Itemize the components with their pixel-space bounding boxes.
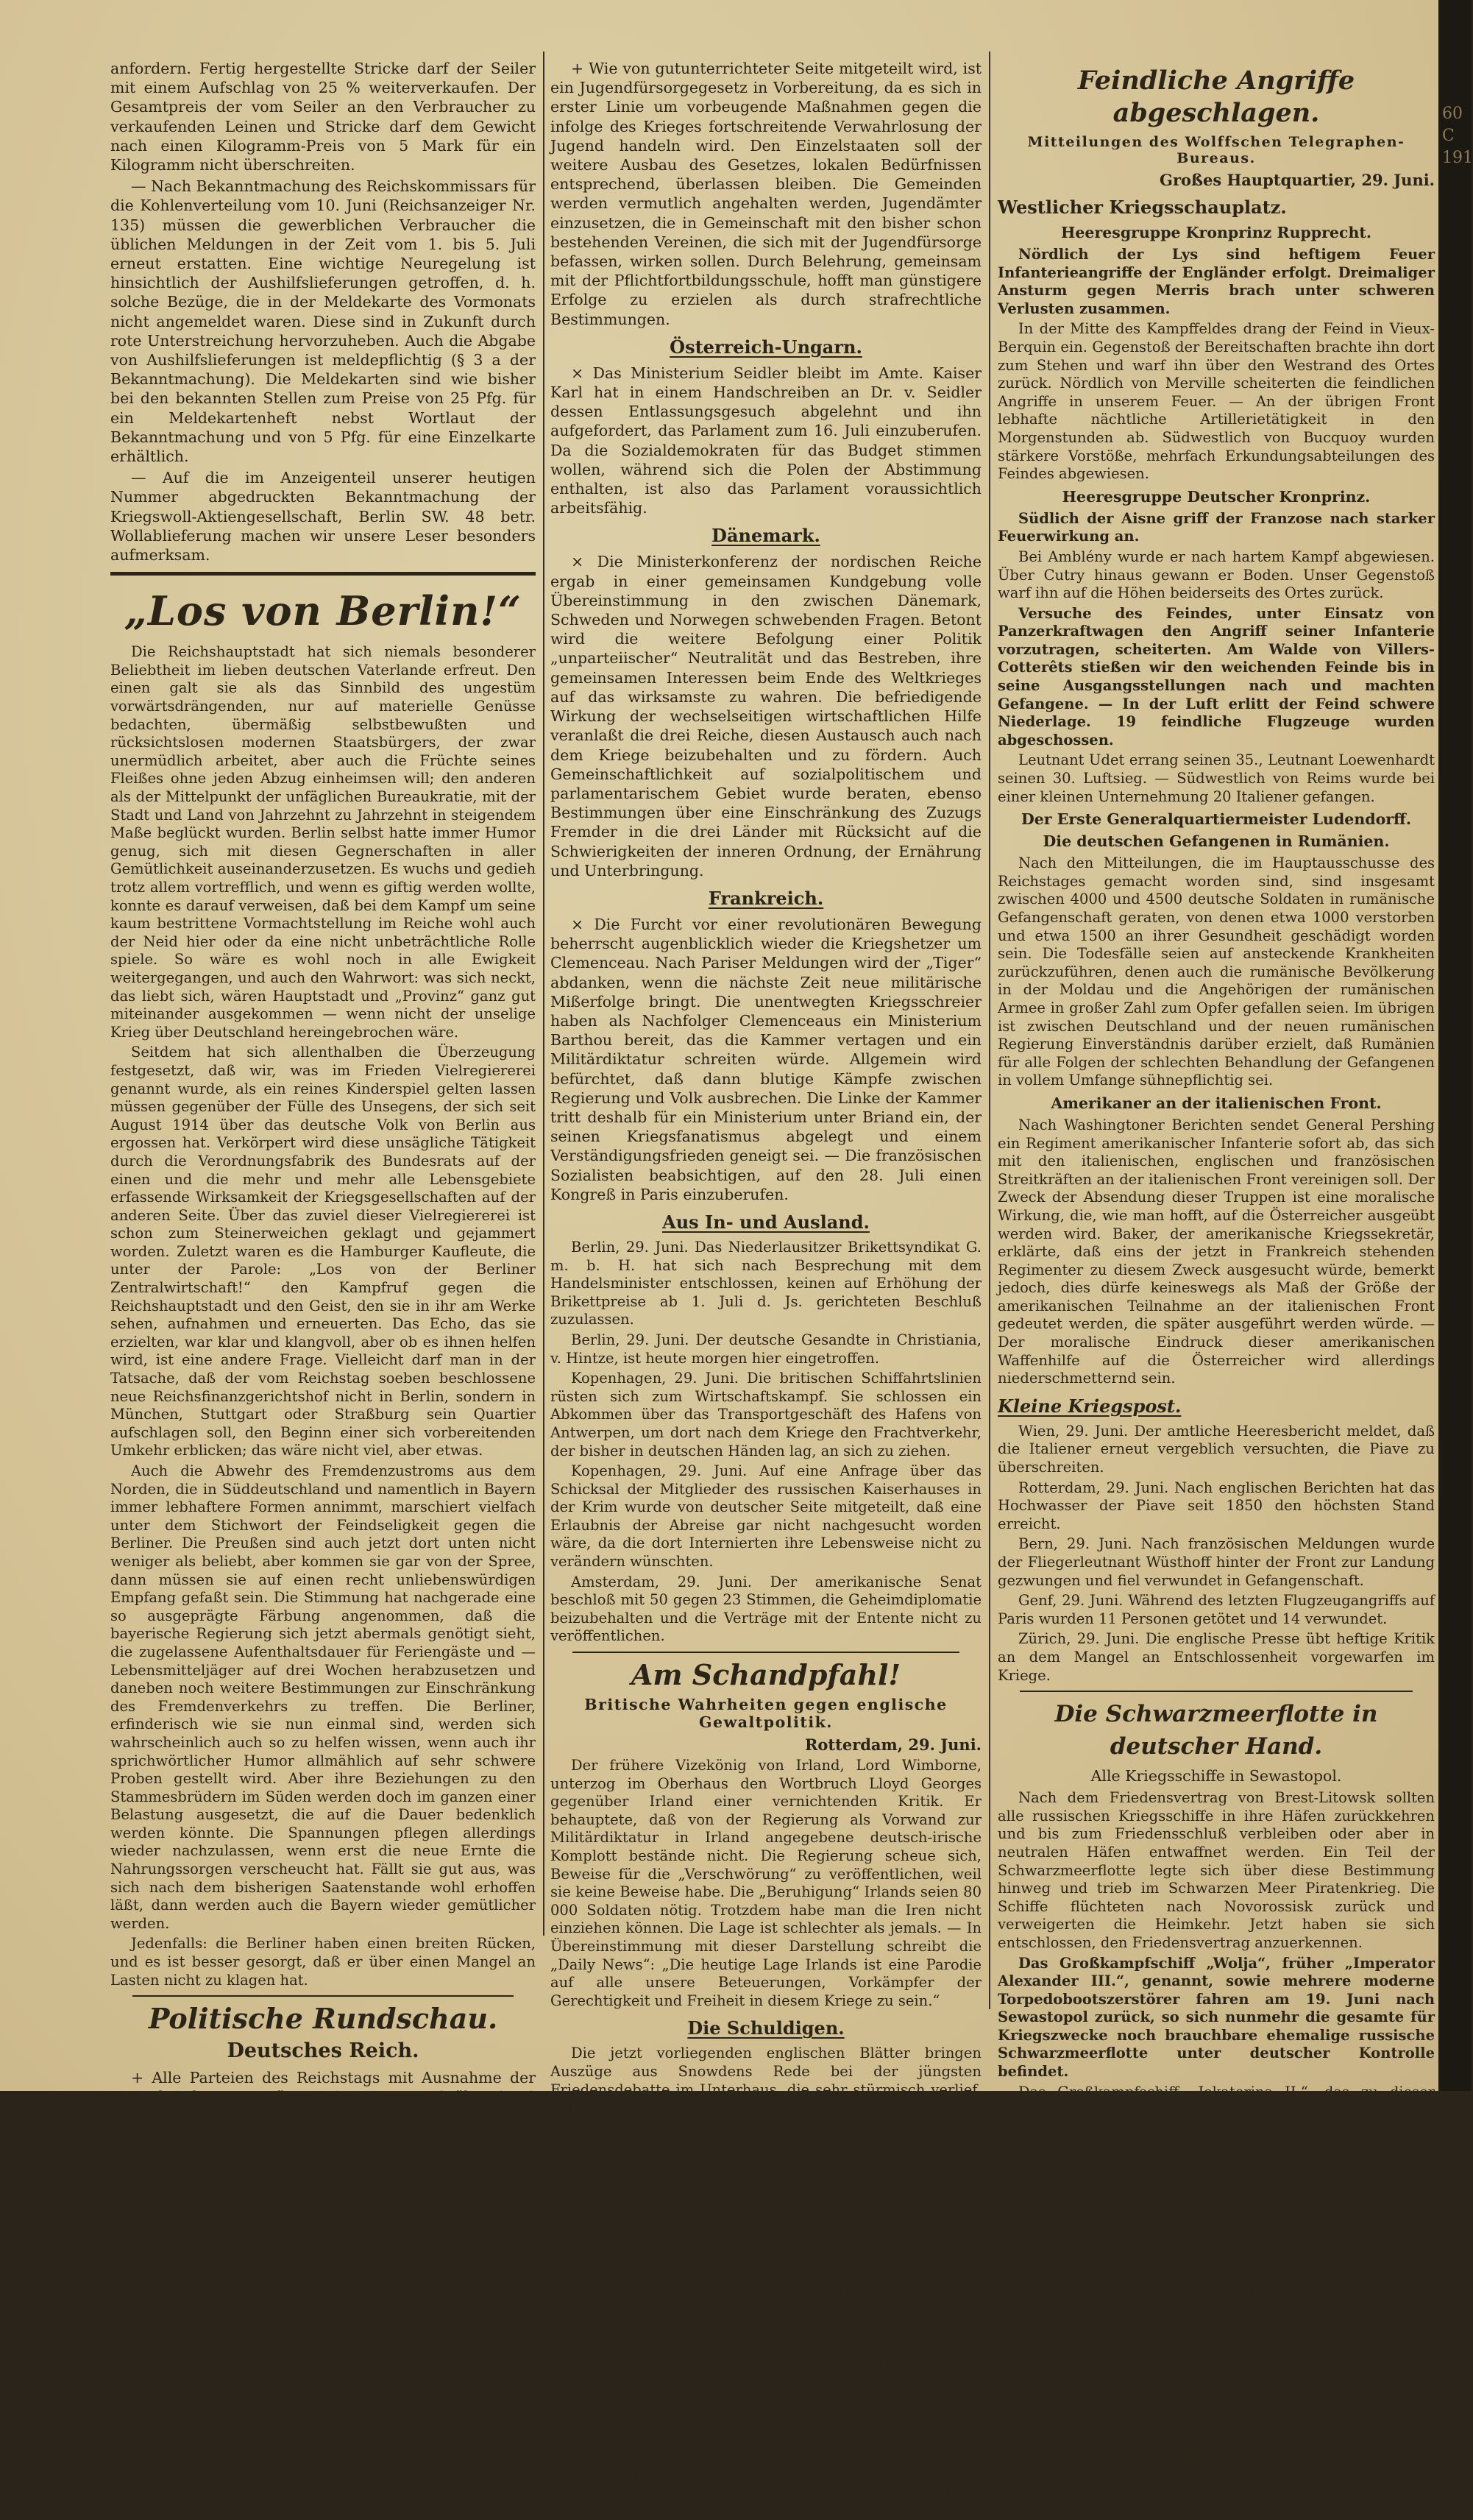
signature-admiralstab: Der Chef des Admiralstabes der Marine. xyxy=(1040,2483,1393,2502)
article-paragraph: Die Reichshauptstadt hat sich niemals besonderer Beliebtheit im lieben deutschen Vaterlande erfreut. Den einen galt sie als das Sinnbild des ungestüm vorwärtsdrängenden, nur auf materielle Genüsse bedachten, übermäßig selbstbewußten und rücksichtslosen modernen Staatsbürgers, der zwar unermüdlich arbeitet, aber auch die Früchte seines Fleißes ohne jeden Abzug einheimsen will; den anderen als der Mittelpunkt der unfäglichen Bureaukratie, mit der Stadt und Land von Jahrzehnt zu Jahrzehnt in steigendem Maße beglückt wurden. Berlin selbst hatte immer Humor genug, sich mit diesen Gegnerschaften in aller Gemütlichkeit auseinanderzusetzen. Es wuchs und gedieh trotz allem vortrefflich, und wenn es giftig werden wollte, konnte es darauf verweisen, daß bei dem Kampf um seine kaum bestrittene Vormachtstellung im Reiche wohl auch der Neid hier oder da eine nicht unbeträchtliche Rolle spiele. So wäre es wohl noch in alle Ewigkeit weitergegangen, und auch den Wahrwort: was sich neckt, das liebt sich, wären Hauptstadt und „Provinz“ ganz gut miteinander ausgekommen — wenn nicht der unselige Krieg über Deutschland hereingebrochen wäre. xyxy=(110,643,536,1041)
headline-politische-rundschau: Politische Rundschau. xyxy=(148,2002,498,2036)
article-paragraph: Die jetzt vorliegenden englischen Blätter bringen Auszüge aus Snowdens Rede bei der jüngsten Friedensdebatte im Unterhaus, die sehr stürmisch verlief. Philipp Snowden sagte: xyxy=(550,2045,982,2117)
article-paragraph: Versuche des Feindes, unter Einsatz von Panzerkraftwagen den Angriff seiner Infanterie vorzutragen, scheiterten. Am Walde von Villers-Cotterêts stießen wir den weichenden Feinde bis in seine Ausgangsstellungen nach und machten Gefangene. — In der Luft erlitt der Feind schwere Niederlage. 19 feindliche Flugzeuge wurden abgeschossen. xyxy=(998,604,1435,748)
article-paragraph: Leutnant Udet errang seinen 35., Leutnant Loewenhardt seinen 30. Luftsieg. — Südwestlich von Reims wurde bei einer kleinen Unternehmung 20 Italiener gefangen. xyxy=(998,751,1435,805)
headline-tonnen-versenkt: 34 000 Tonnen versenkt. xyxy=(1099,2323,1333,2343)
article-paragraph: Amtlich wird gemeldet: Neue U-Bootserfolge im Sperrgebiet um England nach Meldungen der von See zurückgekehrten U-Boote: 13 000 Br.-Reg.-To. xyxy=(998,2368,1435,2422)
news-item: Berlin, 29. Juni. Der deutsche Gesandte in Christiania, v. Hintze, ist heute morgen hier eingetroffen. xyxy=(550,1331,982,1367)
section-oesterreich: Österreich-Ungarn. xyxy=(670,336,862,358)
news-item: Bern, 29. Juni. Nach französischen Meldungen wurde der Fliegerleutnant Wüsthoff hinter der Front zur Landung gezwungen und fiel verwundet in Gefangenschaft. xyxy=(998,1535,1435,1589)
news-item: Kopenhagen, 29. Juni. Die britischen Schiffahrtslinien rüsten sich zum Wirtschaftskampf. Sie schlossen ein Abkommen über das Transportgeschäft des Hafens von Antwerpen, um dort nach dem Kriege den Frachtverkehr, der bisher in deutschen Händen lag, an sich zu ziehen. xyxy=(550,1370,982,1459)
column-1 xyxy=(110,59,536,2379)
article-paragraph: × Die Ministerkonferenz der nordischen Reiche ergab in einer gemeinsamen Kundgebung volle Übereinstimmung in den zwischen Dänemark, Schweden und Norwegen schwebenden Fragen. Betont wird die weitere Befolgung einer Politik „unparteiischer“ Neutralität und das Bestreben, ihre gemeinsamen Interessen beim Ende des Weltkrieges auf das wirksamste zu wahren. Die befriedigende Wirkung der wechselseitigen wirtschaftlichen Hilfe veranlaßt die drei Reiche, diesen Austausch auch nach dem Kriege beizubehalten und zu fördern. Auch Gemeinschaftlichkeit auf sozialpolitischem und parlamentarischem Gebiet wurde beraten, ebenso Bestimmungen über eine Einschränkung des Zuzugs Fremder in die drei Länder mit Rücksicht auf die Schwierigkeiten der inneren Ordnung, der Ernährung und Unterbringung. xyxy=(550,553,982,879)
article-paragraph: Südlich der Aisne griff der Franzose nach starker Feuerwirkung an. xyxy=(998,509,1435,545)
article-paragraph: anfordern. Fertig hergestellte Stricke darf der Seiler mit einem Aufschlag von 25 % weiterverkaufen. Der Gesamtpreis der vom Seiler an den Verbraucher zu verkaufenden Leinen und Stricke darf dem Gewicht nach einen Kilogramm-Preis von 5 Mark für ein Kilogramm nicht überschreiten. xyxy=(110,60,536,174)
article-paragraph: × Die Furcht vor einer revolutionären Bewegung beherrscht augenblicklich wieder die Kriegshetzer um Clemenceau. Nach Pariser Meldungen wird der „Tiger“ abdanken, wenn die nächste Zeit neue militärische Mißerfolge bringt. Die unentwegten Kriegsschreier haben als Nachfolger Clemenceaus ein Ministerium Barthou bereit, das die Kammer vertagen und ein Militärdiktatur schreiten würde. Allgemein wird befürchtet, daß dann blutige Kämpfe zwischen Regierung und Volk ausbrechen. Die Linke der Kammer tritt deshalb für ein Ministerium unter Briand ein, der seinen Kriegsfanatismus abgelegt und einem Verständigungsfrieden geneigt sei. — Die französischen Sozialisten beabsichtigen, auf den 28. Juli einen Kongreß in Paris einzuberufen. xyxy=(550,915,982,1203)
section-heeresgruppe-kronprinz: Heeresgruppe Deutscher Kronprinz. xyxy=(1062,487,1371,506)
column-divider xyxy=(989,52,990,2009)
article-paragraph: In der Mitte des Kampffeldes drang der Feind in Vieux-Berquin ein. Gegenstoß der Bereitschaften brachte ihn dort zum Stehen und warf ihn über den Westrand des Ortes zurück. Nördlich von Merville scheiterten die feindlichen Angriffe in unserem Feuer. — An der übrigen Front lebhafte nächtliche Artillerietätigkeit in den Morgenstunden ab. Südwestlich von Bucquoy wurden stärkere Vorstöße, mehrfach Erkundungsabteilungen des Feindes abgewiesen. xyxy=(998,320,1435,483)
article-paragraph: + Wie von gutunterrichteter Seite mitgeteilt wird, ist ein Jugendfürsorgegesetz in Vorbereitung, da es sich in erster Linie um vorbeugende Maßnahmen gegen die infolge des Krieges fortschreitende Verwahrlosung der Jugend handeln wird. Den Einzelstaaten soll der weitere Ausbau des Gesetzes, lokalen Bedürfnissen entsprechend, überlassen bleiben. Die Gemeinden werden vermutlich angehalten werden, Jugendämter einzusetzen, die in Gemeinschaft mit den bisher schon bestehenden Vereinen, die sich mit der Jugendfürsorge befassen, wirken sollen. Durch Belehrung, gemeinsam mit der Pflichtfortbildungsschule, hofft man günstigere Erfolge zu erzielen als durch strafrechtliche Bestimmungen. xyxy=(550,60,982,328)
article-paragraph: Das Großkampfschiff „Jekaterina II.“, das zu dieser Flotteneinheit gehörte, sowie mehrere Zerstörer sind infolge ihres Streitigkeiten versenkt worden. Für die verworrenen Verhältnisse an Bord bieten, daß in dieser Zeit in wenigen Tagen mehrmals die Flaggen die Staatsangehörigkeit wechselten und nacheinander die rote Bolschewisten-Flagge, die neubraune weiße mit der rote Flagge, dann die rot-goldene Flagge der neugegründeten russischen Republik, dann die blau-gelbe ukrainische Flagge und die russische Kaiserflagge mit dem weiß-blauen Andreas-Flagge des russischen Kaiserreichs sehten. Neben den Besatzungen bevölkerten auch Frauen, Kinder und Zivilisten diese Kriegsschiffe. xyxy=(998,2083,1435,2318)
margin-fragment-text: 60 xyxy=(1442,105,1463,123)
section-gefangene-rumaenien: Die deutschen Gefangenen in Rumänien. xyxy=(1043,832,1390,851)
headline-los-von-berlin: „Los von Berlin!“ xyxy=(124,587,522,635)
news-item: Genf, 29. Juni. Während des letzten Flugzeugangriffs auf Paris wurden 11 Personen getötet und 14 verwundet. xyxy=(998,1592,1435,1627)
subheadline: Mitteilungen des Wolffschen Telegraphen-Bureaus. xyxy=(1027,134,1405,166)
article-paragraph: Der frühere Vizekönig von Irland, Lord Wimborne, unterzog im Oberhaus den Wortbruch Lloyd Georges gegenüber Irland einer vernichtenden Kritik. Er behauptete, daß von der Regierung als Vorwand zur Militärdiktatur in Irland angegebene deutsch-irische Komplott bestände nicht. Die Regierung scheue sich, Beweise für die „Verschwörung“ zu veröffentlichen, weil sie keine Beweise habe. Die „Beruhigung“ Irlands seien 80 000 Soldaten nötig. Trotzdem habe man die Iren nicht einziehen können. Die Lage ist schlechter als jemals. — In Übereinstimmung mit dieser Darstellung schreibt die „Daily News“: „Die heutige Lage Irlands ist eine Parodie auf alle unsere Beteuerungen, Vorkämpfer der Gerechtigkeit und Freiheit in diesem Kriege zu sein.“ xyxy=(550,1757,982,2009)
headline-schwarzmeerflotte: Die Schwarzmeerflotte in deutscher Hand. xyxy=(1054,1701,1378,1760)
article-paragraph: Nach dem Friedensvertrag von Brest-Litowsk sollten alle russischen Kriegsschiffe in ihre Häfen zurückkehren und bis zum Friedensschluß verbleiben oder aber in neutralen Häfen entwaffnet werden. Ein Teil der Schwarzmeerflotte legte sich über diese Bestimmung hinweg und trieb im Schwarzen Meer Piratenkrieg. Die Schiffe flüchteten nach Novorossisk zurück und verweigerten die Heimkehr. Jetzt haben sie sich entschlossen, den Friedensvertrag anzuerkennen. xyxy=(998,1789,1435,1951)
divider xyxy=(1020,1691,1413,1692)
article-paragraph: Im Sperrgebiet des westlichen Mittelmeeres versenkten unsere U-Boote 4 Dampfer und 1 Segler von rund 21 000 Br.-Reg.-To. xyxy=(998,2425,1435,2479)
page-edge xyxy=(1438,0,1472,2091)
divider xyxy=(572,1652,959,1653)
subheadline: Alle Kriegsschiffe in Sewastopol. xyxy=(1090,1767,1342,1785)
article-paragraph: Snowdens Rede ist von Reuter natürlich totgeschwiegen worden. In seltsamem Gegensatz zu diesen Anklagen Snowdens steht es, wenn ausgerechnet der Minister Chamberlain gegen den Reichsstiefel von Potsdam hielt, und in der Rede, daß die reine Seele Englands noch bis zum „Riesenlosen Endsiege“ kämpfen. — Old-England versteht sein Handwerk. xyxy=(550,2393,982,2519)
article-paragraph: — Nach Bekanntmachung des Reichskommissars für die Kohlenverteilung vom 10. Juni (Reichsanzeiger Nr. 135) müssen die gewerblichen Verbraucher die üblichen Meldungen in der Zeit vom 1. bis 5. Juli erneut erstatten. Eine wichtige Neuregelung ist hinsichtlich der Aushilfslieferungen getroffen, d. h. solche Bezüge, die in der Meldekarte des Vormonats nicht angemeldet waren. Diese sind in Zukunft durch rote Unterstreichung hervorzuheben. Auch die Abgabe von Aushilfslieferungen ist meldepflichtig (§ 3 a der Bekanntmachung). Die Meldekarten sind wie bisher bei den bekannten Stellen zum Preise von 25 Pfg. für ein Meldekartenheft nebst Wortlaut der Bekanntmachung und von 5 Pfg. für eine Einzelkarte erhältlich. xyxy=(110,177,536,466)
section-amerikaner: Amerikaner an der italienischen Front. xyxy=(1051,1094,1382,1112)
margin-fragment-text: 191 xyxy=(1442,149,1473,167)
news-item: Amsterdam, 29. Juni. Der amerikanische Senat beschloß mit 50 gegen 23 Stimmen, die Geheimdiplomatie beizubehalten und die Verträge mit der Entente nicht zu veröffentlichen. xyxy=(550,1573,982,1645)
news-item: Berlin, 29. Juni. Das Niederlausitzer Brikettsyndikat G. m. b. H. hat sich nach Besprechung mit dem Handelsminister entschlossen, keinen auf Erhöhung der Brikettpreise ab 1. Juli d. Js. gerichteten Beschluß zuzulassen. xyxy=(550,1238,982,1328)
article-paragraph: Jedenfalls: die Berliner haben einen breiten Rücken, und es ist besser gesorgt, daß er über einen Mangel an Lasten nicht zu klagen hat. xyxy=(110,1935,536,1989)
section-aus-in-und-ausland: Aus In- und Ausland. xyxy=(662,1211,870,1233)
section-frankreich: Frankreich. xyxy=(708,887,824,909)
news-item: Wien, 29. Juni. Der amtliche Heeresbericht meldet, daß die Italiener erneut vergeblich versuchten, die Piave zu überschreiten. xyxy=(998,1422,1435,1476)
article-paragraph: Seitdem hat sich allenthalben die Überzeugung festgesetzt, daß wir, was im Frieden Vielregiererei genannt wurde, als ein reines Kinderspiel gelten lassen müssen gegenüber der Fülle des Unsegens, der sich seit August 1914 über das deutsche Volk von Berlin aus ergossen hat. Verkörpert wird diese unsägliche Tätigkeit durch die Verordnungsfabrik des Bundesrats auf der einen und die mehr und mehr alle Lebensgebiete erfassende Wirksamkeit der Kriegsgesellschaften auf der anderen Seite. Über das zuviel dieser Vielregiererei ist schon zum Steinerweichen geklagt und gejammert worden. Zuletzt waren es die Hamburger Kaufleute, die unter der Parole: „Los von der Berliner Zentralwirtschaft!“ den Kampfruf gegen die Reichshauptstadt und den Geist, den sie in ihr am Werke sehen, aufnahmen und erneuerten. Das Echo, das sie erzielten, war klar und klangvoll, aber ob es ihnen helfen wird, ist eine andere Frage. Vielleicht darf man in der Tatsache, daß der vom Reichstag soeben beschlossene neue Reichsfinanzgerichtshof nicht in Berlin, sondern in München, Stuttgart oder Straßburg sein Quartier aufschlagen soll, den Beginn einer sich vorbereitenden Umkehr erblicken; das wäre nicht viel, aber etwas. xyxy=(110,1044,536,1459)
column-divider xyxy=(543,52,544,1936)
section-daenemark: Dänemark. xyxy=(711,525,820,547)
divider xyxy=(110,572,536,576)
column-2 xyxy=(550,59,982,2519)
dateline: Großes Hauptquartier, 29. Juni. xyxy=(1160,171,1435,189)
article-paragraph: × Das Ministerium Seidler bleibt im Amte. Kaiser Karl hat in einem Handschreiben an Dr. v. Seidler dessen Entlassungsgesuch abgelehnt und ihn aufgefordert, das Parlament zum 16. Juli einzuberufen. Da die Sozialdemokraten für das Budget stimmen wollen, während sich die Polen der Abstimmung enthalten, ist also das Parlament voraussichtlich arbeitsfähig. xyxy=(550,364,982,517)
news-item: Rotterdam, 29. Juni. Nach englischen Berichten hat das Hochwasser der Piave seit 1850 den höchsten Stand erreicht. xyxy=(998,1479,1435,1532)
dateline: Rotterdam, 29. Juni. xyxy=(804,1735,982,1755)
article-paragraph: Nach Washingtoner Berichten sendet General Pershing ein Regiment amerikanischer Infanterie sofort ab, das sich mit den italienischen, englischen und französischen Streitkräften an der italienischen Front vereinigen soll. Der Zweck der Absendung dieser Truppen ist eine moralische Wirkung, die, wie man hofft, auf die Österreicher ausgeübt werden wird. Baker, der amerikanische Kriegssekretär, erklärte, daß eins der jetzt in Frankreich stehenden Regimenter zu diesem Zweck ausgesucht würde, bemerkt jedoch, dies dürfe keineswegs als Maß der Größe der amerikanischen Teilnahme an der italienischen Front gedeutet werden, die später ausgeführt werden würde. — Der moralische Eindruck dieser amerikanischen Waffenhilfe auf die Österreicher wird allerdings niederschmetternd sein. xyxy=(998,1116,1435,1387)
margin-fragment-text: C xyxy=(1442,127,1455,145)
article-paragraph: Das Großkampfschiff „Wolja“, früher „Imperator Alexander III.“, genannt, sowie mehrere moderne Torpedobootszerstörer fahren am 19. Juni nach Sewastopol zurück, so sich nunmehr die gesamte für Kriegszwecke noch brauchbare ehemalige russische Schwarzmeerflotte unter deutscher Kontrolle befindet. xyxy=(998,1954,1435,2081)
section-heeresgruppe-rupprecht: Heeresgruppe Kronprinz Rupprecht. xyxy=(1061,224,1371,241)
article-paragraph: Nördlich der Lys sind heftigem Feuer Infanterieangriffe der Engländer erfolgt. Dreimaliger Ansturm gegen Merris brach unter schweren Verlusten zusammen. xyxy=(998,246,1435,317)
news-item: Zürich, 29. Juni. Die englische Presse übt heftige Kritik an dem Mangel an Entschlossenheit vorgewarfen im Kriege. xyxy=(998,1630,1435,1684)
section-kleine-kriegspost: Kleine Kriegspost. xyxy=(998,1395,1182,1417)
article-paragraph: + Alle Parteien des Reichstags mit Ausnahme der Fortschrittler unterstützen einen Antrag Gröber (Ztr.) auf Erhöhung der Börsensteuer. Die Börsenumsatzsteuer soll danach auf zwei vom Tausend erhöht und gleichzeitig der Börsenumsatz-Stempel für die Dauer des Krieges auf fünf vom Tausend festgesetzt werden. xyxy=(110,2069,536,2203)
section-deutsches-reich: Deutsches Reich. xyxy=(227,2039,419,2063)
column-3 xyxy=(998,59,1435,2502)
divider xyxy=(132,1995,514,1997)
article-paragraph: — Auf die im Anzeigenteil unserer heutigen Nummer abgedruckten Bekanntmachung der Kriegswoll-Aktiengesellschaft, Berlin SW. 48 betr. Wollablieferung machen wir unsere Leser besonders aufmerksam. xyxy=(110,469,536,564)
section-die-schuldigen: Die Schuldigen. xyxy=(687,2017,845,2039)
section-westlicher-kriegsschauplatz: Westlicher Kriegsschauplatz. xyxy=(998,197,1287,218)
dateline: Berlin, 30. Juni. xyxy=(1296,2347,1435,2366)
article-paragraph: Während der letzten vier Jahre ist nicht ein einziges Mal ein Verständigungsvorschlag von der Entente als Ganzes oder von irgendeinem ihrer Mitglieder erfolgt. Während der letzten 18 Monate sind nicht weniger als zwölf Friedensvorschläge gemacht worden; mit Ausnahme des Anerbietens des Kaisers von Österreich sind alle mit Hohn, Verachtung und Schmähungen zurückgewiesen worden. Warum? Weil es Geheimverträge gibt. Italien klammert sich wie ein neuer Shylock an die Bedingungen seines Geheimvertrages. Der Inhalt all der Geheimverträge zwingt zu dem Schlusse, daß jedes Mitglied der Entente auf einem Raubzug begriffen ist, der Vorteile auf Kosten anderer bringen soll. Ich glaube, daß die Entente selbst mit Hilfe Amerikas nicht imstande ist, Deutschland militärisch zu besiegen. xyxy=(550,2119,982,2390)
subheadline: Britische Wahrheiten gegen englische Gewaltpolitik. xyxy=(584,1696,948,1732)
signature-ludendorff: Der Erste Generalquartiermeister Ludendorff. xyxy=(1021,810,1412,829)
article-paragraph: Bei Amblény wurde er nach hartem Kampf abgewiesen. Über Cutry hinaus gewann er Boden. Unser Gegenstoß warf ihn auf die Höhen beiderseits des Ortes zurück. xyxy=(998,548,1435,602)
margin-fragment xyxy=(1442,103,1472,221)
article-paragraph: Auch die Abwehr des Fremdenzustroms aus dem Norden, die in Süddeutschland und namentlich in Bayern immer lebhaftere Formen annimmt, marschiert vielfach unter dem Stichwort der Feindseligkeit gegen die Berliner. Die Preußen sind auch jetzt dort unten nicht weniger als beliebt, aber kommen sie gar von der Spree, dann müssen sie auf einen recht unliebenswürdigen Empfang gefaßt sein. Die Stimmung hat nachgerade eine so ausgeprägte Färbung angenommen, daß die bayerische Regierung sich jetzt abermals genötigt sieht, die zugelassene Aufenthaltsdauer für Feriengäste und — Lebensmitteljäger auf drei Wochen herabzusetzen und daneben noch weitere Bestimmungen zur Einschränkung des Fremdenverkehrs zu treffen. Die Berliner, erfinderisch wie sie nun einmal sind, werden sich wahrscheinlich auch so zu helfen wissen, wenn auch ihr sprichwörtlicher Humor allmählich auf sehr schwere Proben gestellt wird. Aber ihre Beziehungen zu den Stammesbrüdern im Süden werden doch im ganzen einer Belastung ausgesetzt, die auf die Dauer bedenklich werden könnte. Die Spannungen pflegen allerdings wieder nachzulassen, wenn erst die neue Ernte die Nahrungssorgen verscheucht hat. Fällt sie gut aus, was sich nach dem bisherigen Saatenstande wohl erhoffen läßt, dann werden auch die Bayern wieder gemütlicher werden. xyxy=(110,1462,536,1932)
article-paragraph: Nach den Mitteilungen, die im Hauptausschusse des Reichstages gemacht worden sind, sind insgesamt zwischen 4000 und 4500 deutsche Soldaten in rumänische Gefangenschaft geraten, von denen etwa 1000 verstorben und etwa 1500 an ihrer Gesundheit geschädigt worden sein. Die Todesfälle seien auf ansteckende Krankheiten zurückzuführen, denen auch die rumänische Bevölkerung in der Moldau und die Angehörigen der rumänischen Armee in großer Zahl zum Opfer gefallen seien. Im übrigen ist zwischen Deutschland und der neuen rumänischen Regierung Einverständnis darüber erzielt, daß Rumänien für alle Folgen der schlechten Behandlung der Gefangenen in vollem Umfange sühnepflichtig sei. xyxy=(998,854,1435,1089)
headline-feindliche-angriffe: Feindliche Angriffe abgeschlagen. xyxy=(1077,66,1355,128)
headline-am-schandpfahl: Am Schandpfahl! xyxy=(631,1658,901,1692)
news-item: Kopenhagen, 29. Juni. Auf eine Anfrage über das Schicksal der Mitglieder des russischen Kaiserhauses in der Krim wurde von deutscher Seite mitgeteilt, daß eine Erlaubnis der Abreise gar nicht nachgesucht worden wäre, da die dort Internierten ihre Lebensweise nicht zu verändern wünschten. xyxy=(550,1462,982,1571)
article-paragraph: + Der Grundpreis für Branntwein ist im Reichstagsausschuß bei der Beratung des Branntweinmonopols gemäß den Vorschlägen der Regierungsvorlage festgelegt worden. Die Hektolitergrenze wurde auf 500 Hektoliter begrenzt. Nach den Beschlüssen wird Branntwein zu ermäßigten Preisen für die Essigbereitung, für Koch- und Beleuchtungszwecke und für wissenschaftliche Institute abgegeben. xyxy=(110,2206,536,2379)
